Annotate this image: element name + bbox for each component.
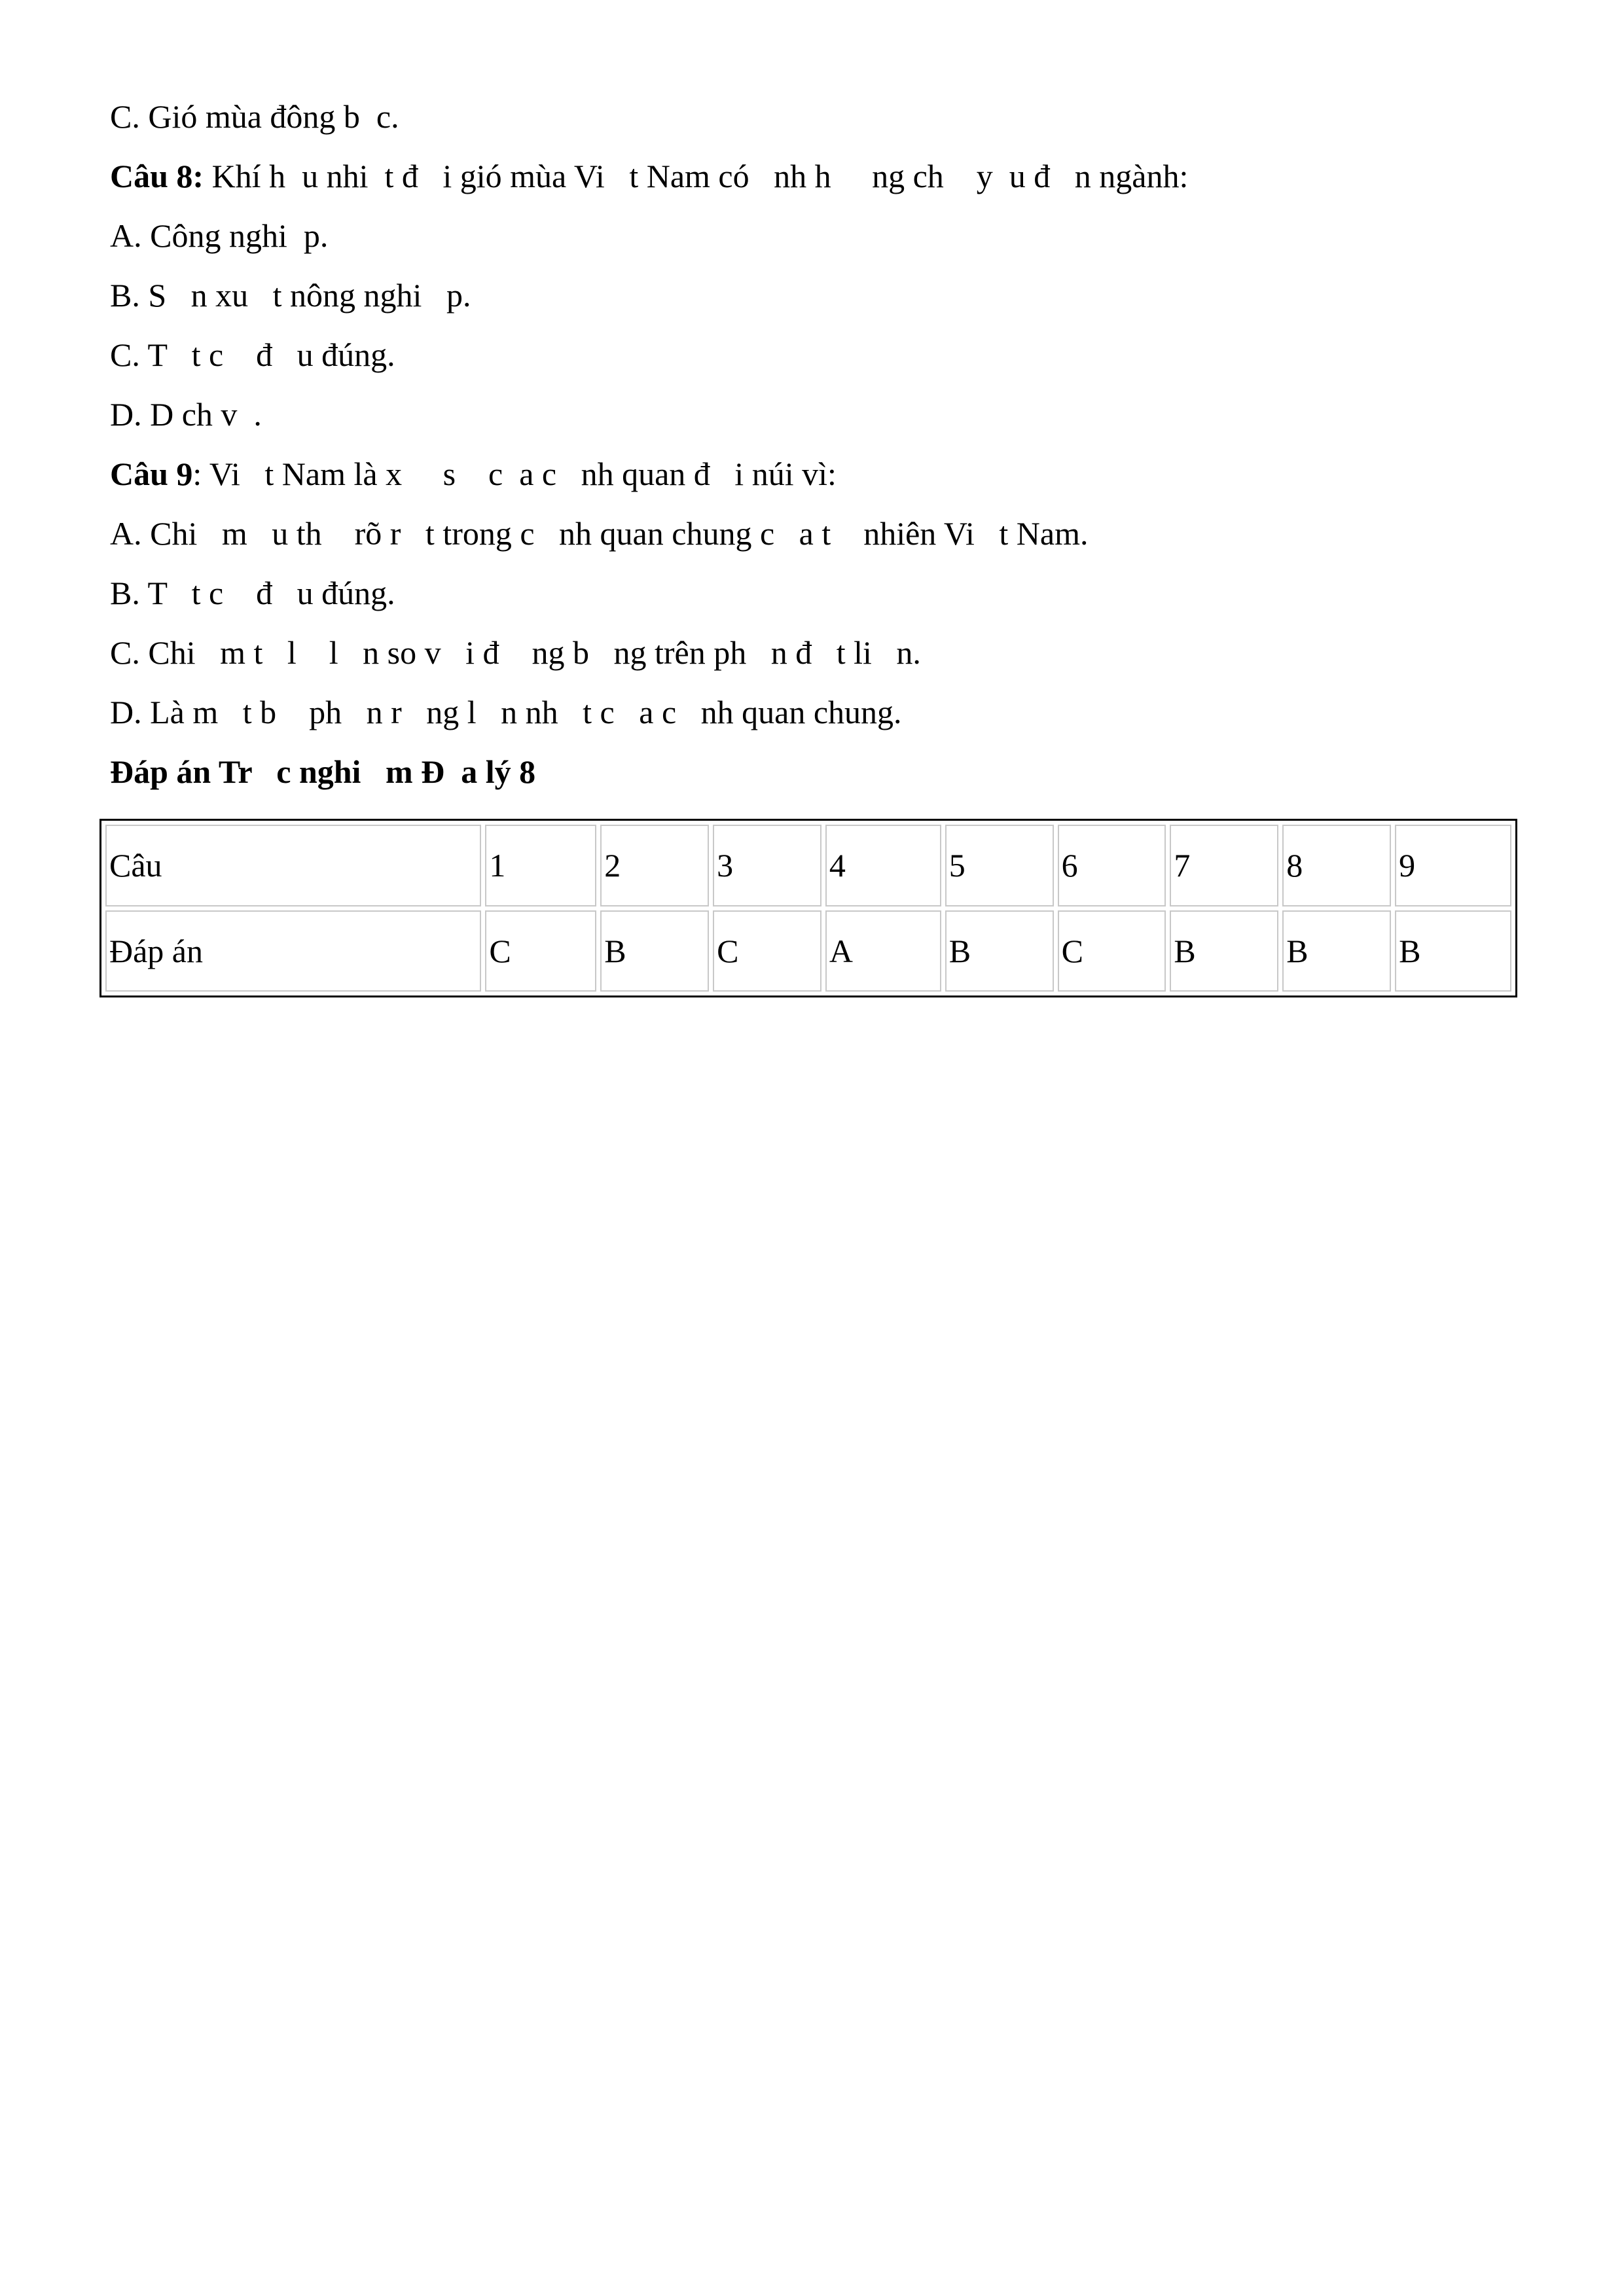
question-number: 6 [1058, 825, 1166, 906]
answer-cell: C [713, 910, 821, 992]
question-8-label: Câu 8: [110, 158, 204, 194]
option-b-q9: B. T t c đ u đúng. [110, 575, 395, 611]
question-8-text: Khí h u nhi t đ i gió mùa Vi t Nam có nh h ng ch y u đ n ngành: [204, 158, 1189, 194]
option-c-q7: C. Gió mùa đông b c. [110, 98, 399, 135]
answer-cell: C [485, 910, 596, 992]
option-d-q8: D. D ch v . [110, 396, 262, 433]
question-number: 8 [1282, 825, 1391, 906]
option-c-q8: C. T t c đ u đúng. [110, 336, 395, 373]
answer-cell: B [1282, 910, 1391, 992]
answer-key-title: Đáp án Tr c nghi m Đ a lý 8 [110, 753, 536, 790]
table-row-answers [105, 910, 1511, 992]
question-number: 9 [1395, 825, 1511, 906]
question-number: 7 [1170, 825, 1278, 906]
option-a-q9: A. Chi m u th rõ r t trong c nh quan chung c a t nhiên Vi t Nam. [110, 515, 1089, 552]
answer-key-table [99, 819, 1517, 997]
question-9-label: Câu 9 [110, 456, 193, 492]
question-number: 1 [485, 825, 596, 906]
answer-cell: C [1058, 910, 1166, 992]
question-8 [110, 156, 1188, 196]
option-c-q9: C. Chi m t l l n so v i đ ng b ng trên ph n đ t li n. [110, 634, 921, 671]
question-number: 3 [713, 825, 821, 906]
question-9 [110, 454, 837, 493]
table-row-questions [105, 825, 1511, 906]
answer-cell: A [825, 910, 941, 992]
answer-cell: B [600, 910, 709, 992]
answer-cell: B [1395, 910, 1511, 992]
option-a-q8: A. Công nghi p. [110, 217, 329, 254]
question-9-text: : Vi t Nam là x s c a c nh quan đ i núi vì: [192, 456, 837, 492]
answer-cell: B [945, 910, 1054, 992]
question-number: 2 [600, 825, 709, 906]
question-number: 4 [825, 825, 941, 906]
option-d-q9: D. Là m t b ph n r ng l n nh t c a c nh quan chung. [110, 694, 902, 730]
option-b-q8: B. S n xu t nông nghi p. [110, 277, 471, 314]
answer-cell: B [1170, 910, 1278, 992]
row-label-question: Câu [105, 825, 481, 906]
question-number: 5 [945, 825, 1054, 906]
row-label-answer: Đáp án [105, 910, 481, 992]
